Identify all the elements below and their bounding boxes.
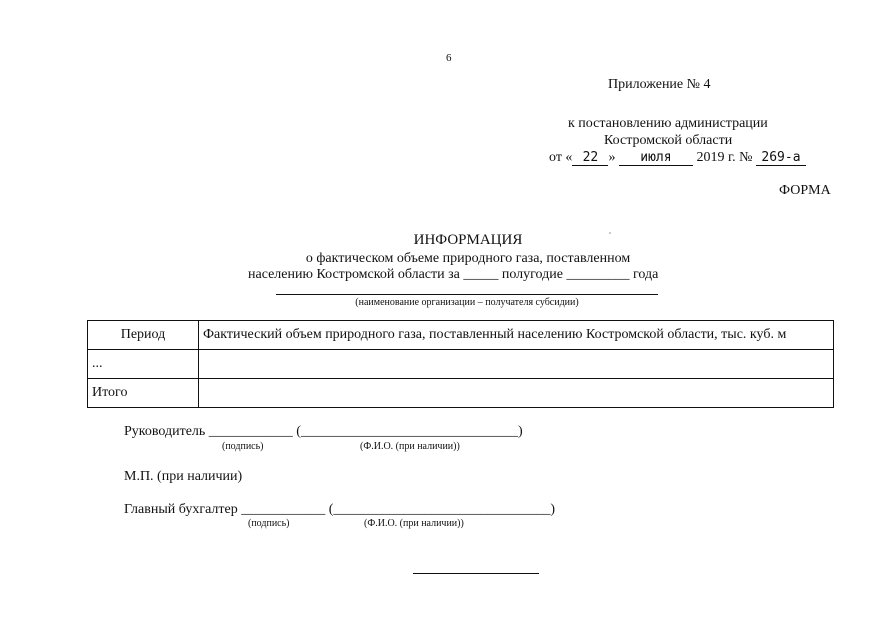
total-volume-cell [199, 379, 834, 408]
decree-line-1: к постановлению администрации [568, 116, 768, 131]
decree-date-line [549, 150, 806, 166]
stamp-label: М.П. (при наличии) [124, 469, 243, 484]
header-period: Период [88, 321, 199, 350]
appendix-label: Приложение № 4 [608, 77, 711, 92]
decree-number: 269-а [756, 151, 806, 166]
date-prefix: от « [549, 150, 573, 165]
footer-separator-line [413, 573, 539, 574]
document-subtitle-1: о фактическом объеме природного газа, поставленном [305, 251, 631, 266]
organization-caption: (наименование организации – получателя субсидии) [355, 297, 579, 308]
decree-line-2: Костромской области [604, 133, 733, 148]
accountant-name-caption: (Ф.И.О. (при наличии)) [364, 518, 464, 529]
accountant-signature-line: Главный бухгалтер ____________ (_______________________________) [124, 502, 556, 517]
head-name-caption: (Ф.И.О. (при наличии)) [360, 441, 460, 452]
document-title: ИНФОРМАЦИЯ [413, 232, 523, 248]
table-header-row [88, 321, 834, 350]
head-signature-caption: (подпись) [222, 441, 264, 452]
form-label: ФОРМА [779, 183, 831, 198]
decree-day: 22 [572, 151, 608, 166]
page-number: 6 [446, 52, 452, 64]
accountant-signature-caption: (подпись) [248, 518, 290, 529]
head-signature-line: Руководитель ____________ (_______________________________) [124, 424, 523, 439]
table-row [88, 350, 834, 379]
date-suffix: 2019 г. № [696, 150, 753, 165]
header-volume: Фактический объем природного газа, поставленный населению Костромской области, тыс. куб. м [199, 321, 834, 350]
table-row-total [88, 379, 834, 408]
total-label-cell: Итого [88, 379, 199, 408]
row-period-cell: ... [88, 350, 199, 379]
gas-volume-table [87, 320, 834, 408]
organization-name-line [276, 294, 658, 295]
document-subtitle-2: населению Костромской области за _____ полугодие _________ года [248, 267, 659, 282]
date-mid: » [608, 150, 616, 165]
row-volume-cell [199, 350, 834, 379]
decree-month: июля [619, 151, 693, 166]
